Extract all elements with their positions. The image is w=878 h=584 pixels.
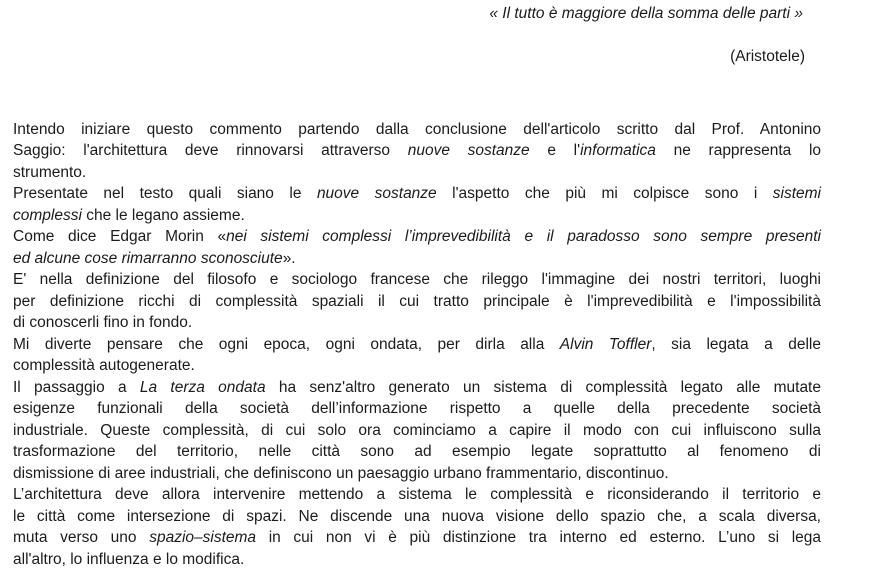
text-segment: che le legano assieme. [81,206,245,224]
text-segment: Mi diverte pensare che ogni epoca, ogni ondata, per dirla alla [13,335,560,353]
text-segment: strumento. [13,163,87,181]
text-line [13,355,821,377]
italic-text-segment: informatica [580,142,656,159]
text-segment: ha senz'altro generato un sistema di complessità legato alle mutate [265,378,821,396]
text-line [13,441,821,463]
text-segment: Come dice Edgar Morin « [13,228,227,245]
italic-text-segment: nuove sostanze [316,185,437,202]
text-segment: trasformazione del territorio, nelle città sono ad esempio legate soprattutto al fenomeno di [13,443,821,460]
text-line [13,269,821,291]
text-line [13,183,821,205]
text-line [13,506,821,528]
text-segment: Saggio: l'architettura deve rinnovarsi attraverso [13,142,408,159]
text-line [13,226,821,248]
text-segment: in cui non vi è più distinzione tra interno ed esterno. L’uno si lega [256,529,821,546]
text-segment: , sia legata a delle [651,335,821,353]
text-line [13,398,821,420]
text-line [13,463,821,485]
epigraph-attribution: (Aristotele) [730,48,805,65]
text-segment: ». [282,249,296,267]
text-line [13,484,821,506]
text-segment: Presentate nel testo quali siano le [13,185,317,202]
text-segment: E' nella definizione del filosofo e sociologo francese che rileggo l'immagine dei nostri territori, luoghi [13,271,821,288]
text-segment: per definizione ricchi di complessità spaziali il cui tratto principale è l'imprevedibilità e l'impossibilità [13,292,821,310]
text-line [13,549,821,571]
italic-text-segment: La terza ondata [139,378,266,396]
text-segment: L’architettura deve allora intervenire mettendo a sistema le complessità e riconsiderando il territorio e [13,486,821,503]
body-text [13,119,821,571]
italic-text-segment: nei sistemi complessi l’imprevedibilità e il paradosso sono sempre presenti [226,228,821,245]
text-segment: Intendo iniziare questo commento partendo dalla conclusione dell'articolo scritto dal Prof. Antonino [13,120,821,138]
italic-text-segment: Alvin Toffler [559,335,652,353]
text-segment: Il passaggio a [13,378,140,396]
text-line [13,334,821,356]
text-line [13,377,821,399]
text-line [13,140,821,162]
text-segment: muta verso uno [13,529,150,546]
italic-text-segment: spazio–sistema [149,529,257,546]
text-segment: dismissione di aree industriali, che definiscono un paesaggio urbano frammentario, discontinuo. [13,464,669,482]
text-segment: l'aspetto che più mi colpisce sono i [436,185,773,202]
text-line [13,527,821,549]
epigraph-quote: « Il tutto è maggiore della somma delle parti » [489,5,803,22]
text-segment: all'altro, lo influenza e lo modifica. [13,550,245,568]
text-line [13,119,821,141]
text-segment: le città come intersezione di spazi. Ne discende una nuova visione dello spazio che, a scala diversa, [13,507,821,525]
text-segment: industriale. Queste complessità, di cui solo ora cominciamo a capire il modo con cui influiscono sulla [13,421,821,439]
italic-text-segment: nuove sostanze [407,142,530,159]
text-segment: complessità autogenerate. [13,357,195,374]
text-segment: esigenze funzionali della società dell’informazione rispetto a quelle della precedente società [13,400,821,417]
italic-text-segment: ed alcune cose rimarranno sconosciute [13,249,283,267]
italic-text-segment: sistemi [772,185,821,202]
text-line [13,420,821,442]
text-line [13,248,821,270]
text-line [13,291,821,313]
text-segment: ne rappresenta lo [655,142,822,159]
text-line [13,312,821,334]
text-segment: e l' [529,142,581,159]
text-line [13,162,821,184]
italic-text-segment: complessi [13,206,82,224]
text-segment: di conoscerli fino in fondo. [13,314,193,331]
text-line [13,205,821,227]
